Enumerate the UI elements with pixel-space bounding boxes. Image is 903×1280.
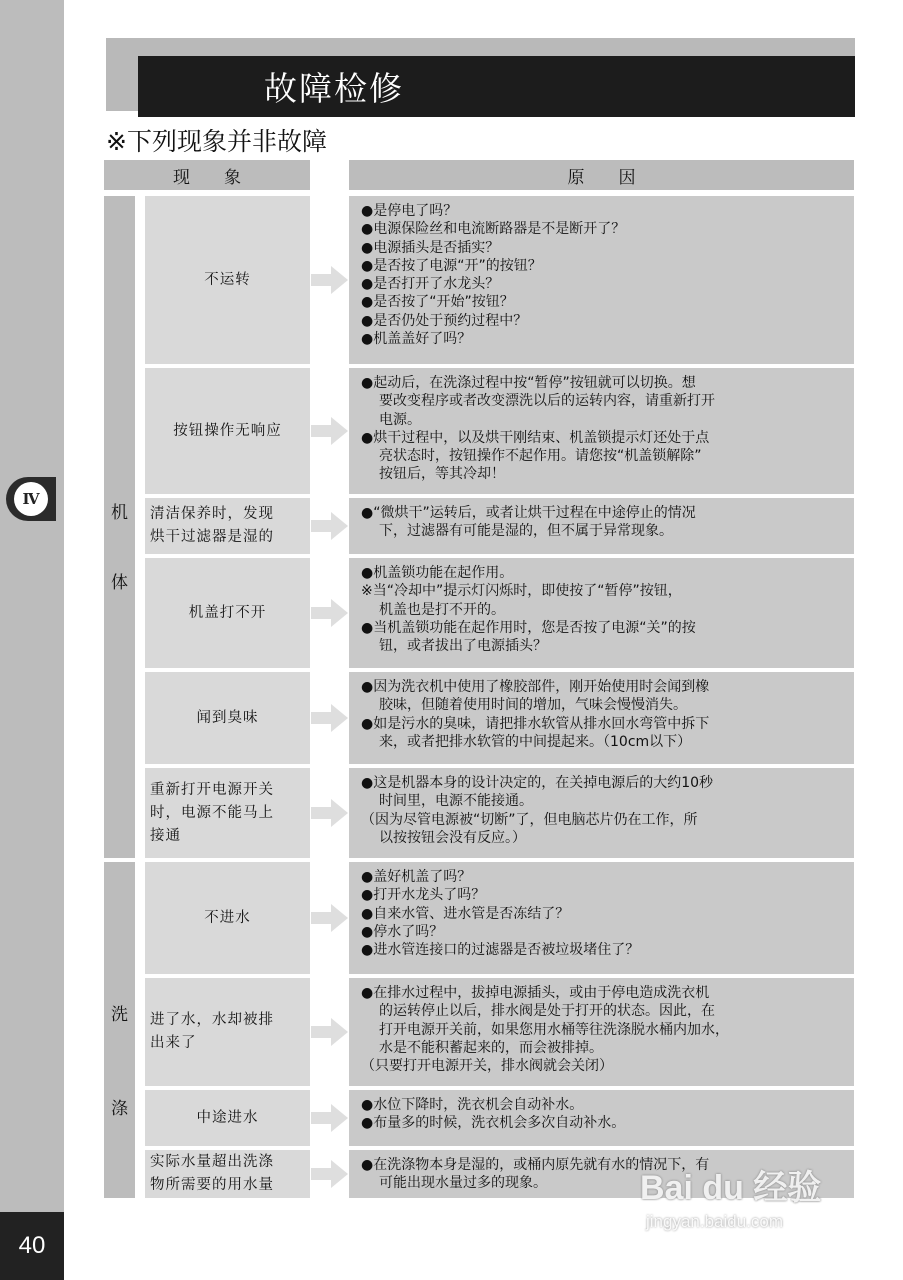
cause-line: ●是否按了电源“开”的按钮？ bbox=[361, 257, 542, 274]
symptom-cell bbox=[145, 862, 310, 974]
cause-line: ●在排水过程中，拔掉电源插头，或由于停电造成洗衣机 bbox=[361, 985, 710, 1001]
symptom-cell bbox=[145, 672, 310, 764]
page-title: 故障检修 bbox=[264, 69, 404, 108]
cause-line: 机盖也是打不开的。 bbox=[379, 601, 505, 618]
cause-line: ●自来水管、进水管是否冻结了？ bbox=[361, 905, 570, 922]
cause-cell bbox=[349, 196, 854, 364]
cause-line: ●在洗涤物本身是湿的，或桶内原先就有水的情况下，有 bbox=[361, 1157, 710, 1173]
symptom-text: 重新打开电源开关 bbox=[150, 781, 274, 798]
cause-line: ●停水了吗？ bbox=[361, 923, 444, 940]
cause-line: ●电源插头是否插实？ bbox=[361, 239, 500, 256]
watermark-logo: Bai du 经验 bbox=[640, 1169, 822, 1207]
left-margin-strip bbox=[0, 0, 64, 1280]
cause-line: ●这是机器本身的设计决定的，在关掉电源后的大约10秒 bbox=[361, 775, 714, 791]
symptom-cell bbox=[145, 368, 310, 494]
symptom-text: 进了水，水却被排 bbox=[150, 1012, 274, 1028]
right-arrow-icon bbox=[311, 598, 349, 628]
category-washing bbox=[104, 862, 135, 1198]
cause-cell bbox=[349, 978, 854, 1086]
symptom-cell bbox=[145, 196, 310, 364]
cause-line: 打开电源开关前，如果您用水桶等往洗涤脱水桶内加水， bbox=[379, 1021, 729, 1038]
right-arrow-icon bbox=[311, 703, 349, 733]
chapter-numeral: Ⅳ bbox=[14, 482, 48, 516]
category-char: 洗 bbox=[111, 1005, 128, 1025]
cause-cell bbox=[349, 1150, 854, 1198]
cause-line: 胶味，但随着使用时间的增加，气味会慢慢消失。 bbox=[379, 697, 687, 714]
symptom-cell bbox=[145, 558, 310, 668]
symptom-text: 不进水 bbox=[204, 909, 251, 926]
symptom-text: 不运转 bbox=[204, 271, 251, 288]
chapter-tab bbox=[6, 477, 56, 521]
symptom-cell bbox=[145, 978, 310, 1086]
cause-line: ●是停电了吗？ bbox=[361, 203, 458, 219]
cause-line: ●是否按了“开始”按钮？ bbox=[361, 294, 514, 311]
right-arrow-icon bbox=[311, 1159, 349, 1189]
symptom-cell bbox=[145, 1090, 310, 1146]
category-char: 体 bbox=[111, 573, 128, 593]
right-arrow-icon bbox=[311, 798, 349, 828]
symptom-text: 机盖打不开 bbox=[188, 604, 267, 621]
cause-line: ●水位下降时，洗衣机会自动补水。 bbox=[361, 1097, 584, 1113]
title-bar bbox=[138, 56, 855, 117]
symptom-text: 中途进水 bbox=[196, 1109, 259, 1126]
category-char: 涤 bbox=[111, 1099, 128, 1119]
cause-column-header: 原 因 bbox=[349, 160, 854, 190]
right-arrow-icon bbox=[311, 416, 349, 446]
cause-line: 电源。 bbox=[379, 411, 421, 428]
symptom-column-header: 现 象 bbox=[104, 160, 310, 190]
cause-line: （因为尽管电源被“切断”了，但电脑芯片仍在工作，所 bbox=[361, 811, 698, 828]
right-arrow-icon bbox=[311, 903, 349, 933]
symptom-text: 闻到臭味 bbox=[196, 709, 259, 726]
cause-line: ●如是污水的臭味，请把排水软管从排水回水弯管中拆下 bbox=[361, 715, 710, 732]
right-arrow-icon bbox=[311, 511, 349, 541]
cause-line: ※当“冷却中”提示灯闪烁时，即使按了“暂停”按钮， bbox=[361, 583, 682, 600]
cause-cell bbox=[349, 862, 854, 974]
cause-line: 亮状态时，按钮操作不起作用。请您按“机盖锁解除” bbox=[379, 448, 702, 465]
cause-line: 时间里，电源不能接通。 bbox=[379, 793, 533, 810]
cause-line: ●当机盖锁功能在起作用时，您是否按了电源“关”的按 bbox=[361, 619, 696, 636]
cause-cell bbox=[349, 1090, 854, 1146]
symptom-cell bbox=[145, 1150, 310, 1198]
symptom-text: 按钮操作无响应 bbox=[173, 422, 282, 439]
cause-line: ●因为洗衣机中使用了橡胶部件，刚开始使用时会闻到橡 bbox=[361, 679, 710, 695]
symptom-text: 烘干过滤器是湿的 bbox=[150, 529, 274, 545]
cause-line: ●电源保险丝和电流断路器是不是断开了？ bbox=[361, 221, 626, 238]
cause-line: ●进水管连接口的过滤器是否被垃圾堵住了？ bbox=[361, 942, 640, 959]
symptom-text: 接通 bbox=[150, 827, 181, 844]
cause-cell bbox=[349, 558, 854, 668]
right-arrow-icon bbox=[311, 1017, 349, 1047]
cause-line: 下，过滤器有可能是湿的，但不属于异常现象。 bbox=[379, 523, 673, 540]
cause-cell bbox=[349, 768, 854, 858]
symptom-text: 物所需要的用水量 bbox=[150, 1177, 274, 1193]
cause-line: ●是否仍处于预约过程中？ bbox=[361, 312, 528, 329]
cause-line: ●是否打开了水龙头？ bbox=[361, 276, 500, 293]
cause-line: ●盖好机盖了吗？ bbox=[361, 869, 472, 885]
cause-line: 要改变程序或者改变漂洗以后的运转内容，请重新打开 bbox=[379, 393, 715, 410]
watermark-url: jingyan.baidu.com bbox=[646, 1212, 784, 1231]
cause-line: （只要打开电源开关，排水阀就会关闭） bbox=[361, 1058, 613, 1075]
cause-cell bbox=[349, 672, 854, 764]
right-arrow-icon bbox=[311, 1103, 349, 1133]
cause-cell bbox=[349, 368, 854, 494]
cause-line: ●机盖盖好了吗？ bbox=[361, 331, 472, 348]
cause-line: ●打开水龙头了吗？ bbox=[361, 887, 486, 904]
cause-line: 来，或者把排水软管的中间提起来。（10cm以下） bbox=[379, 733, 692, 750]
cause-line: 以按按钮会没有反应。） bbox=[379, 829, 526, 846]
symptom-text: 清洁保养时，发现 bbox=[150, 506, 274, 522]
category-body bbox=[104, 196, 135, 858]
cause-line: ●“微烘干”运转后，或者让烘干过程在中途停止的情况 bbox=[361, 505, 696, 521]
symptom-text: 出来了 bbox=[150, 1035, 197, 1051]
cause-cell bbox=[349, 498, 854, 554]
cause-line: 水是不能积蓄起来的，而会被排掉。 bbox=[379, 1039, 603, 1056]
category-char: 机 bbox=[111, 503, 128, 523]
symptom-text: 时，电源不能马上 bbox=[150, 804, 274, 821]
cause-line: ●机盖锁功能在起作用。 bbox=[361, 565, 514, 581]
page-subtitle: ※下列现象并非故障 bbox=[106, 127, 327, 156]
cause-line: 钮，或者拔出了电源插头？ bbox=[379, 638, 547, 655]
right-arrow-icon bbox=[311, 265, 349, 295]
symptom-cell bbox=[145, 768, 310, 858]
cause-line: ●布量多的时候，洗衣机会多次自动补水。 bbox=[361, 1115, 626, 1132]
cause-line: ●烘干过程中，以及烘干刚结束、机盖锁提示灯还处于点 bbox=[361, 429, 710, 446]
cause-line: 的运转停止以后，排水阀是处于打开的状态。因此，在 bbox=[379, 1003, 715, 1020]
cause-line: 按钮后，等其冷却！ bbox=[379, 466, 505, 483]
cause-line: ●起动后，在洗涤过程中按“暂停”按钮就可以切换。想 bbox=[361, 375, 696, 391]
cause-line: 可能出现水量过多的现象。 bbox=[379, 1175, 547, 1192]
symptom-cell bbox=[145, 498, 310, 554]
page-number: 40 bbox=[0, 1212, 64, 1280]
symptom-text: 实际水量超出洗涤 bbox=[150, 1154, 274, 1170]
